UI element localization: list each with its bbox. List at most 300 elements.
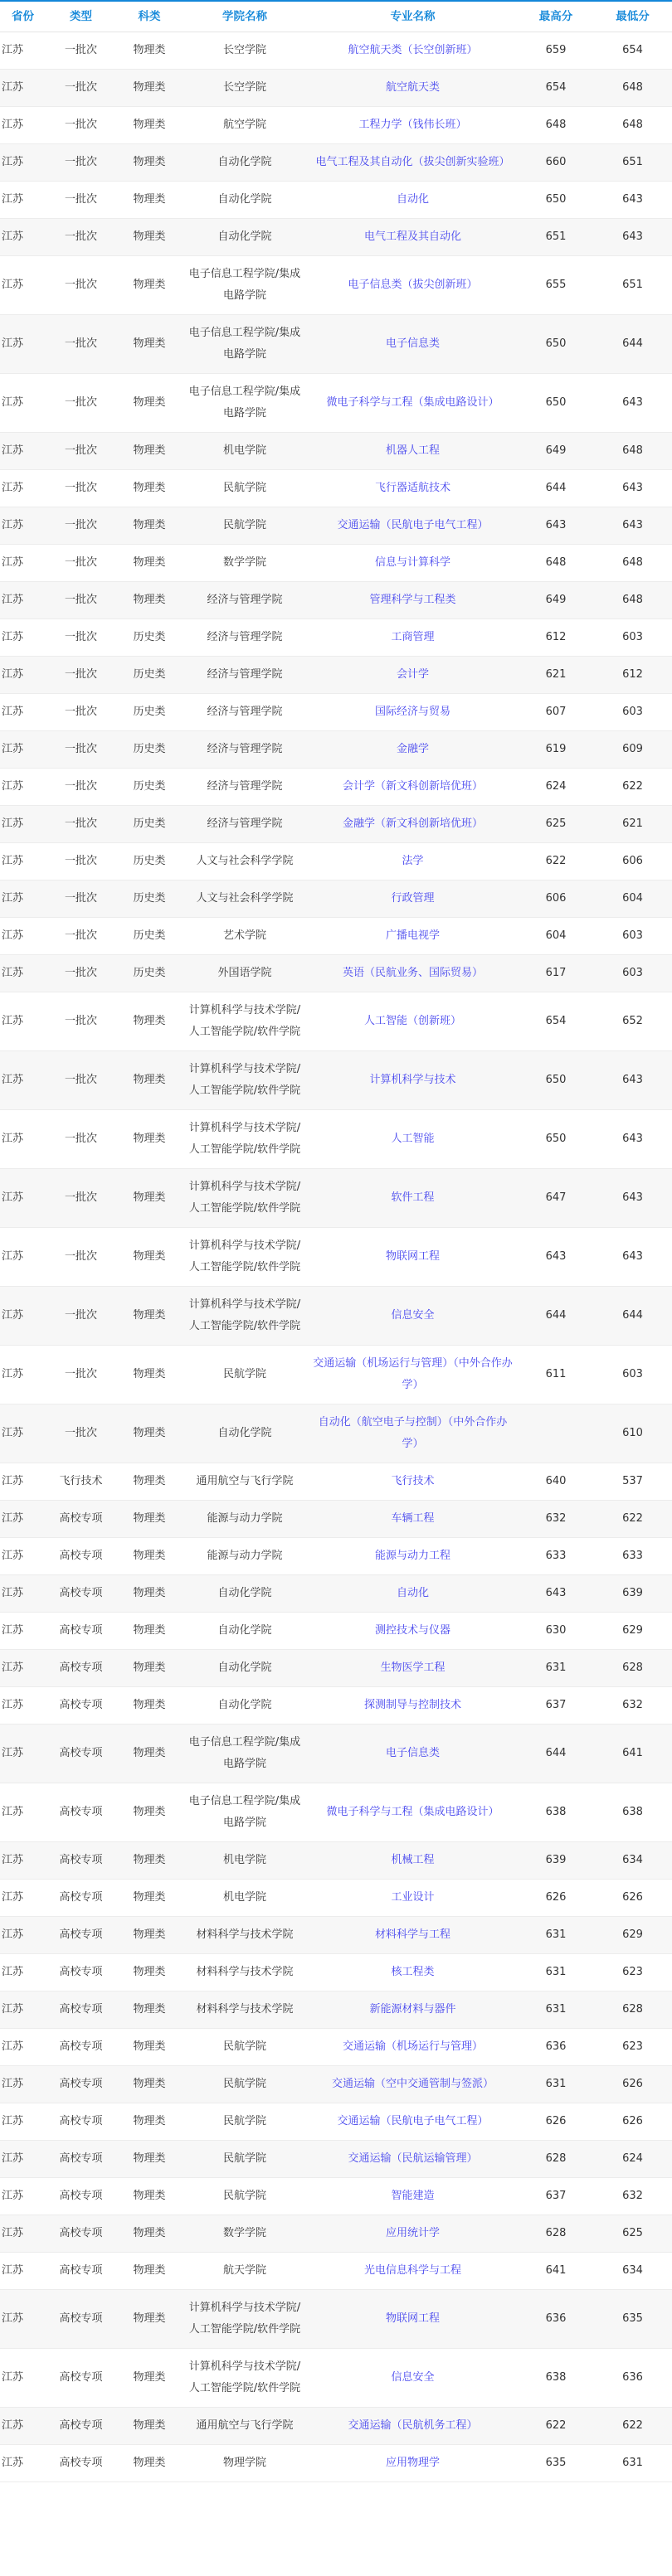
min-score-cell: 643 — [593, 1228, 672, 1287]
min-score-cell: 651 — [593, 256, 672, 315]
type-cell: 一批次 — [46, 1228, 116, 1287]
type-cell: 一批次 — [46, 955, 116, 992]
type-cell: 高校专项 — [46, 1687, 116, 1725]
major-link[interactable]: 电子信息类 — [385, 337, 440, 350]
major-link[interactable]: 人工智能 — [391, 1133, 435, 1145]
major-cell — [307, 1880, 519, 1917]
max-score-cell: 604 — [519, 918, 593, 955]
max-score-cell: 638 — [519, 2349, 593, 2408]
major-link[interactable]: 软件工程 — [391, 1191, 435, 1204]
min-score-cell: 643 — [593, 1169, 672, 1228]
category-cell: 历史类 — [116, 880, 183, 918]
category-cell: 物理类 — [116, 1404, 183, 1463]
province-cell: 江苏 — [0, 806, 46, 843]
min-score-cell: 604 — [593, 880, 672, 918]
column-header-type: 类型 — [46, 1, 116, 32]
max-score-cell: 638 — [519, 1783, 593, 1842]
major-link[interactable]: 计算机科学与技术 — [369, 1074, 456, 1086]
major-link[interactable]: 行政管理 — [391, 892, 435, 905]
type-cell: 一批次 — [46, 657, 116, 694]
min-score-cell: 643 — [593, 374, 672, 433]
college-cell: 机电学院 — [183, 433, 307, 470]
table-row — [0, 470, 672, 507]
major-cell — [307, 694, 519, 731]
max-score-cell: 612 — [519, 619, 593, 657]
table-row — [0, 2253, 672, 2290]
major-link[interactable]: 交通运输（机场运行与管理） — [342, 2040, 483, 2053]
table-row — [0, 1463, 672, 1501]
type-cell: 一批次 — [46, 144, 116, 182]
category-cell: 物理类 — [116, 2103, 183, 2141]
province-cell: 江苏 — [0, 1783, 46, 1842]
max-score-cell: 660 — [519, 144, 593, 182]
type-cell: 高校专项 — [46, 1725, 116, 1783]
table-row — [0, 1287, 672, 1346]
college-cell: 民航学院 — [183, 507, 307, 545]
max-score-cell: 624 — [519, 769, 593, 806]
major-link[interactable]: 交通运输（民航电子电气工程） — [337, 2115, 489, 2127]
major-link[interactable]: 飞行技术 — [391, 1475, 435, 1487]
max-score-cell: 632 — [519, 1501, 593, 1538]
type-cell: 高校专项 — [46, 1991, 116, 2029]
province-cell: 江苏 — [0, 2253, 46, 2290]
type-cell: 一批次 — [46, 992, 116, 1051]
type-cell: 高校专项 — [46, 1954, 116, 1991]
major-cell — [307, 1613, 519, 1650]
major-link[interactable]: 工程力学（钱伟长班） — [358, 119, 467, 131]
major-link[interactable]: 机器人工程 — [385, 444, 440, 457]
table-row — [0, 806, 672, 843]
major-link[interactable]: 应用统计学 — [385, 2227, 440, 2239]
province-cell: 江苏 — [0, 2178, 46, 2215]
college-cell: 民航学院 — [183, 2103, 307, 2141]
province-cell: 江苏 — [0, 843, 46, 880]
major-link[interactable]: 工商管理 — [391, 631, 435, 643]
min-score-cell: 631 — [593, 2445, 672, 2482]
type-cell: 高校专项 — [46, 2445, 116, 2482]
major-link[interactable]: 工业设计 — [391, 1891, 435, 1904]
college-cell: 经济与管理学院 — [183, 582, 307, 619]
major-cell — [307, 256, 519, 315]
province-cell: 江苏 — [0, 470, 46, 507]
table-row — [0, 1346, 672, 1404]
max-score-cell: 643 — [519, 1228, 593, 1287]
category-cell: 历史类 — [116, 769, 183, 806]
major-link[interactable]: 国际经济与贸易 — [374, 706, 450, 718]
major-link[interactable]: 自动化 — [396, 1587, 429, 1599]
category-cell: 物理类 — [116, 2408, 183, 2445]
province-cell: 江苏 — [0, 582, 46, 619]
college-cell: 人文与社会科学学院 — [183, 880, 307, 918]
category-cell: 物理类 — [116, 1650, 183, 1687]
major-cell — [307, 1917, 519, 1954]
max-score-cell: 654 — [519, 992, 593, 1051]
college-cell: 计算机科学与技术学院/人工智能学院/软件学院 — [183, 2290, 307, 2349]
major-link[interactable]: 微电子科学与工程（集成电路设计） — [326, 396, 499, 409]
major-link[interactable]: 探测制导与控制技术 — [363, 1699, 461, 1711]
major-link[interactable]: 应用物理学 — [385, 2457, 440, 2469]
max-score-cell: 606 — [519, 880, 593, 918]
category-cell: 物理类 — [116, 2215, 183, 2253]
category-cell: 物理类 — [116, 2066, 183, 2103]
type-cell: 高校专项 — [46, 1538, 116, 1575]
type-cell: 一批次 — [46, 1169, 116, 1228]
type-cell: 高校专项 — [46, 2215, 116, 2253]
type-cell: 一批次 — [46, 880, 116, 918]
category-cell: 物理类 — [116, 1842, 183, 1880]
type-cell: 高校专项 — [46, 1917, 116, 1954]
major-cell — [307, 2103, 519, 2141]
province-cell: 江苏 — [0, 2103, 46, 2141]
college-cell: 自动化学院 — [183, 219, 307, 256]
major-cell — [307, 2445, 519, 2482]
category-cell: 物理类 — [116, 2445, 183, 2482]
major-link[interactable]: 信息安全 — [391, 2371, 435, 2384]
major-link[interactable]: 物联网工程 — [385, 2312, 440, 2325]
table-row — [0, 2445, 672, 2482]
min-score-cell: 624 — [593, 2141, 672, 2178]
college-cell: 民航学院 — [183, 1346, 307, 1404]
major-link[interactable]: 航空航天类（长空创新班） — [348, 44, 478, 56]
college-cell: 自动化学院 — [183, 144, 307, 182]
type-cell: 高校专项 — [46, 2290, 116, 2349]
min-score-cell: 603 — [593, 694, 672, 731]
type-cell: 一批次 — [46, 219, 116, 256]
min-score-cell: 609 — [593, 731, 672, 769]
table-row — [0, 2408, 672, 2445]
category-cell: 物理类 — [116, 1228, 183, 1287]
major-cell — [307, 1287, 519, 1346]
major-link[interactable]: 能源与动力工程 — [374, 1550, 450, 1562]
college-cell: 电子信息工程学院/集成电路学院 — [183, 1725, 307, 1783]
major-link[interactable]: 新能源材料与器件 — [369, 2003, 456, 2016]
major-link[interactable]: 智能建造 — [391, 2190, 435, 2202]
major-link[interactable]: 会计学（新文科创新培优班） — [342, 780, 483, 793]
college-cell: 材料科学与技术学院 — [183, 1991, 307, 2029]
college-cell: 计算机科学与技术学院/人工智能学院/软件学院 — [183, 1051, 307, 1110]
table-row — [0, 1575, 672, 1613]
major-link[interactable]: 电子信息类（拔尖创新班） — [348, 279, 478, 291]
college-cell: 经济与管理学院 — [183, 806, 307, 843]
min-score-cell: 644 — [593, 315, 672, 374]
min-score-cell: 643 — [593, 1051, 672, 1110]
max-score-cell: 639 — [519, 1842, 593, 1880]
max-score-cell: 631 — [519, 1650, 593, 1687]
major-cell — [307, 1463, 519, 1501]
type-cell: 一批次 — [46, 731, 116, 769]
max-score-cell: 640 — [519, 1463, 593, 1501]
major-link[interactable]: 机械工程 — [391, 1854, 435, 1866]
major-cell — [307, 955, 519, 992]
min-score-cell: 633 — [593, 1538, 672, 1575]
province-cell: 江苏 — [0, 433, 46, 470]
type-cell: 一批次 — [46, 843, 116, 880]
max-score-cell: 647 — [519, 1169, 593, 1228]
major-cell — [307, 433, 519, 470]
min-score-cell: 622 — [593, 1501, 672, 1538]
category-cell: 历史类 — [116, 731, 183, 769]
province-cell: 江苏 — [0, 1287, 46, 1346]
table-row — [0, 918, 672, 955]
table-row — [0, 545, 672, 582]
major-link[interactable]: 信息安全 — [391, 1309, 435, 1322]
category-cell: 物理类 — [116, 507, 183, 545]
column-header-major: 专业名称 — [307, 1, 519, 32]
province-cell: 江苏 — [0, 1613, 46, 1650]
min-score-cell: 612 — [593, 657, 672, 694]
major-link[interactable]: 金融学 — [396, 743, 429, 755]
major-cell — [307, 1501, 519, 1538]
table-row — [0, 582, 672, 619]
major-cell — [307, 806, 519, 843]
type-cell: 高校专项 — [46, 2253, 116, 2290]
major-link[interactable]: 交通运输（民航运输管理） — [348, 2152, 478, 2165]
table-row — [0, 843, 672, 880]
college-cell: 电子信息工程学院/集成电路学院 — [183, 1783, 307, 1842]
type-cell: 高校专项 — [46, 2066, 116, 2103]
major-link[interactable]: 自动化（航空电子与控制）（中外合作办学） — [318, 1416, 508, 1450]
province-cell: 江苏 — [0, 731, 46, 769]
major-link[interactable]: 广播电视学 — [385, 929, 440, 942]
table-body — [0, 32, 672, 2482]
major-link[interactable]: 自动化 — [396, 193, 429, 206]
major-link[interactable]: 核工程类 — [391, 1966, 435, 1978]
category-cell: 物理类 — [116, 32, 183, 70]
max-score-cell: 626 — [519, 2103, 593, 2141]
table-row — [0, 1613, 672, 1650]
category-cell: 物理类 — [116, 256, 183, 315]
major-link[interactable]: 测控技术与仪器 — [374, 1624, 450, 1637]
major-link[interactable]: 航空航天类 — [385, 81, 440, 94]
min-score-cell: 622 — [593, 2408, 672, 2445]
min-score-cell: 621 — [593, 806, 672, 843]
table-row — [0, 144, 672, 182]
major-link[interactable]: 交通运输（民航电子电气工程） — [337, 519, 489, 531]
province-cell: 江苏 — [0, 1880, 46, 1917]
province-cell: 江苏 — [0, 2408, 46, 2445]
major-link[interactable]: 光电信息科学与工程 — [363, 2264, 461, 2277]
major-link[interactable]: 电气工程及其自动化 — [363, 230, 461, 243]
table-row — [0, 2178, 672, 2215]
max-score-cell: 636 — [519, 2029, 593, 2066]
type-cell: 一批次 — [46, 582, 116, 619]
college-cell: 自动化学院 — [183, 182, 307, 219]
table-row — [0, 769, 672, 806]
max-score-cell: 631 — [519, 1917, 593, 1954]
major-link[interactable]: 交通运输（空中交通管制与签派） — [331, 2078, 494, 2090]
college-cell: 长空学院 — [183, 32, 307, 70]
type-cell: 一批次 — [46, 315, 116, 374]
table-row — [0, 2215, 672, 2253]
type-cell: 高校专项 — [46, 1783, 116, 1842]
table-row — [0, 1538, 672, 1575]
college-cell: 自动化学院 — [183, 1650, 307, 1687]
min-score-cell: 634 — [593, 2253, 672, 2290]
min-score-cell: 603 — [593, 1346, 672, 1404]
province-cell: 江苏 — [0, 992, 46, 1051]
max-score-cell: 648 — [519, 545, 593, 582]
major-link[interactable]: 物联网工程 — [385, 1250, 440, 1263]
min-score-cell: 629 — [593, 1917, 672, 1954]
type-cell: 一批次 — [46, 433, 116, 470]
major-cell — [307, 2349, 519, 2408]
min-score-cell: 648 — [593, 582, 672, 619]
college-cell: 计算机科学与技术学院/人工智能学院/软件学院 — [183, 1287, 307, 1346]
max-score-cell: 626 — [519, 1880, 593, 1917]
min-score-cell: 643 — [593, 1110, 672, 1169]
major-cell — [307, 769, 519, 806]
type-cell: 高校专项 — [46, 2408, 116, 2445]
major-link[interactable]: 生物医学工程 — [380, 1662, 446, 1674]
college-cell: 艺术学院 — [183, 918, 307, 955]
major-cell — [307, 107, 519, 144]
major-link[interactable]: 英语（民航业务、国际贸易） — [342, 967, 483, 979]
major-link[interactable]: 金融学（新文科创新培优班） — [342, 817, 483, 830]
min-score-cell: 628 — [593, 1650, 672, 1687]
college-cell: 经济与管理学院 — [183, 731, 307, 769]
category-cell: 物理类 — [116, 1687, 183, 1725]
min-score-cell: 606 — [593, 843, 672, 880]
major-link[interactable]: 交通运输（机场运行与管理）（中外合作办学） — [313, 1357, 513, 1391]
province-cell: 江苏 — [0, 219, 46, 256]
college-cell: 航空学院 — [183, 107, 307, 144]
college-cell: 民航学院 — [183, 2178, 307, 2215]
major-cell — [307, 2253, 519, 2290]
table-row — [0, 1228, 672, 1287]
min-score-cell: 610 — [593, 1404, 672, 1463]
major-cell — [307, 582, 519, 619]
province-cell: 江苏 — [0, 2066, 46, 2103]
min-score-cell: 635 — [593, 2290, 672, 2349]
major-link[interactable]: 微电子科学与工程（集成电路设计） — [326, 1806, 499, 1818]
max-score-cell: 637 — [519, 2178, 593, 2215]
max-score-cell: 650 — [519, 315, 593, 374]
major-link[interactable]: 电气工程及其自动化（拔尖创新实验班） — [315, 156, 510, 168]
major-link[interactable]: 管理科学与工程类 — [369, 594, 456, 606]
max-score-cell: 628 — [519, 2141, 593, 2178]
min-score-cell: 626 — [593, 2103, 672, 2141]
table-row — [0, 374, 672, 433]
province-cell: 江苏 — [0, 694, 46, 731]
table-row — [0, 1501, 672, 1538]
major-link[interactable]: 材料科学与工程 — [374, 1928, 450, 1941]
max-score-cell: 611 — [519, 1346, 593, 1404]
min-score-cell: 634 — [593, 1842, 672, 1880]
major-cell — [307, 315, 519, 374]
category-cell: 物理类 — [116, 1575, 183, 1613]
min-score-cell: 648 — [593, 107, 672, 144]
category-cell: 物理类 — [116, 1538, 183, 1575]
category-cell: 物理类 — [116, 992, 183, 1051]
major-cell — [307, 182, 519, 219]
major-link[interactable]: 电子信息类 — [385, 1747, 440, 1759]
province-cell: 江苏 — [0, 1051, 46, 1110]
table-row — [0, 1991, 672, 2029]
major-link[interactable]: 信息与计算科学 — [374, 556, 450, 569]
min-score-cell: 603 — [593, 619, 672, 657]
major-cell — [307, 1346, 519, 1404]
min-score-cell: 643 — [593, 219, 672, 256]
max-score-cell: 631 — [519, 2066, 593, 2103]
province-cell: 江苏 — [0, 1346, 46, 1404]
major-link[interactable]: 人工智能（创新班） — [363, 1015, 461, 1027]
type-cell: 一批次 — [46, 1287, 116, 1346]
college-cell: 通用航空与飞行学院 — [183, 2408, 307, 2445]
province-cell: 江苏 — [0, 1501, 46, 1538]
max-score-cell: 631 — [519, 1991, 593, 2029]
max-score-cell: 622 — [519, 2408, 593, 2445]
major-cell — [307, 374, 519, 433]
major-cell — [307, 70, 519, 107]
table-row — [0, 955, 672, 992]
min-score-cell: 638 — [593, 1783, 672, 1842]
major-link[interactable]: 飞行器适航技术 — [374, 482, 450, 494]
min-score-cell: 625 — [593, 2215, 672, 2253]
province-cell: 江苏 — [0, 1538, 46, 1575]
type-cell: 一批次 — [46, 470, 116, 507]
province-cell: 江苏 — [0, 70, 46, 107]
max-score-cell: 641 — [519, 2253, 593, 2290]
province-cell: 江苏 — [0, 507, 46, 545]
table-row — [0, 1725, 672, 1783]
major-cell — [307, 2029, 519, 2066]
major-cell — [307, 1783, 519, 1842]
table-header — [0, 1, 672, 32]
max-score-cell: 644 — [519, 1725, 593, 1783]
min-score-cell: 636 — [593, 2349, 672, 2408]
column-header-college: 学院名称 — [183, 1, 307, 32]
province-cell: 江苏 — [0, 2445, 46, 2482]
table-row — [0, 694, 672, 731]
major-link[interactable]: 车辆工程 — [391, 1512, 435, 1525]
category-cell: 历史类 — [116, 843, 183, 880]
table-row — [0, 880, 672, 918]
category-cell: 物理类 — [116, 2178, 183, 2215]
province-cell: 江苏 — [0, 1169, 46, 1228]
province-cell: 江苏 — [0, 769, 46, 806]
major-cell — [307, 1725, 519, 1783]
major-link[interactable]: 会计学 — [396, 668, 429, 681]
category-cell: 物理类 — [116, 1110, 183, 1169]
major-cell — [307, 470, 519, 507]
table-row — [0, 70, 672, 107]
min-score-cell: 651 — [593, 144, 672, 182]
major-cell — [307, 507, 519, 545]
type-cell: 一批次 — [46, 769, 116, 806]
major-link[interactable]: 交通运输（民航机务工程） — [348, 2419, 478, 2432]
min-score-cell: 648 — [593, 545, 672, 582]
table-row — [0, 1842, 672, 1880]
max-score-cell — [519, 1404, 593, 1463]
province-cell: 江苏 — [0, 955, 46, 992]
min-score-cell: 643 — [593, 507, 672, 545]
major-link[interactable]: 法学 — [402, 855, 424, 867]
province-cell: 江苏 — [0, 1954, 46, 1991]
college-cell: 机电学院 — [183, 1842, 307, 1880]
major-cell — [307, 1842, 519, 1880]
min-score-cell: 623 — [593, 1954, 672, 1991]
max-score-cell: 644 — [519, 470, 593, 507]
major-cell — [307, 1650, 519, 1687]
category-cell: 物理类 — [116, 107, 183, 144]
category-cell: 物理类 — [116, 1169, 183, 1228]
category-cell: 物理类 — [116, 2253, 183, 2290]
province-cell: 江苏 — [0, 1110, 46, 1169]
college-cell: 民航学院 — [183, 2141, 307, 2178]
min-score-cell: 648 — [593, 70, 672, 107]
college-cell: 民航学院 — [183, 2029, 307, 2066]
college-cell: 经济与管理学院 — [183, 694, 307, 731]
